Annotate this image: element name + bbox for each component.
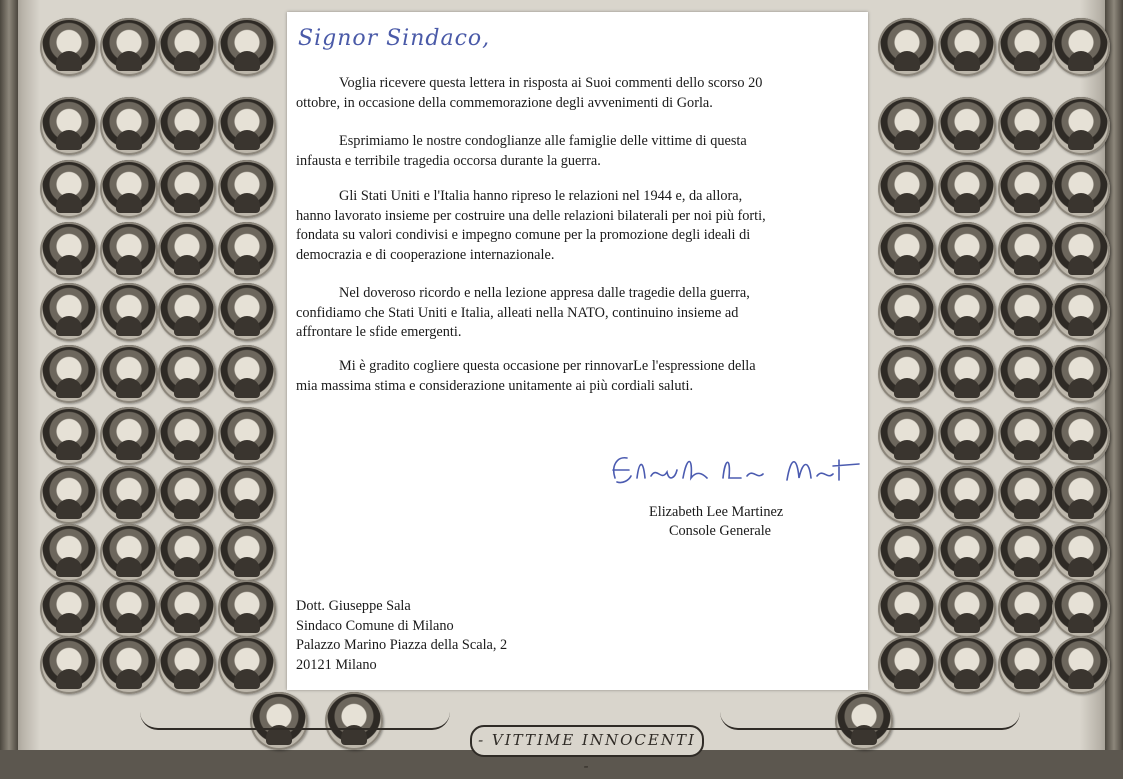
victim-portrait [218, 283, 276, 341]
victim-portrait [218, 466, 276, 524]
victim-portrait [158, 407, 216, 465]
letter-salutation: Signor Sindaco, [298, 26, 491, 51]
victim-portrait [158, 283, 216, 341]
paragraph-line: Voglia ricevere questa lettera in risposta ai Suoi commenti dello scorso 20 [339, 75, 763, 91]
victim-portrait [938, 97, 996, 155]
victim-portrait [40, 636, 98, 694]
victim-portrait [158, 524, 216, 582]
victim-portrait [998, 345, 1056, 403]
paragraph-line: Nel doveroso ricordo e nella lezione appresa dalle tragedie della guerra, [339, 285, 750, 301]
victim-portrait [998, 160, 1056, 218]
victim-portrait [100, 222, 158, 280]
victim-portrait [1052, 97, 1110, 155]
victim-portrait [998, 222, 1056, 280]
victim-portrait [158, 580, 216, 638]
victim-portrait [878, 18, 936, 76]
signer-name: Elizabeth Lee Martinez [649, 504, 784, 520]
victim-portrait [998, 580, 1056, 638]
victim-portrait [40, 222, 98, 280]
victim-portrait [938, 580, 996, 638]
victim-portrait [40, 580, 98, 638]
letter-paragraph [296, 187, 861, 265]
paragraph-line: Mi è gradito cogliere questa occasione per rinnovarLe l'espressione della [339, 358, 756, 374]
victim-portrait [158, 97, 216, 155]
victim-portrait [1052, 283, 1110, 341]
decorative-vine-right [720, 712, 1020, 730]
victim-portrait [40, 283, 98, 341]
paragraph-line: hanno lavorato insieme per costruire una delle relazioni bilaterali per noi più forti, [296, 207, 766, 224]
paragraph-line: democrazia e di cooperazione internazionale. [296, 246, 555, 263]
paragraph-line: infausta e terribile tragedia occorsa durante la guerra. [296, 152, 601, 169]
victim-portrait [158, 345, 216, 403]
victim-portrait [40, 160, 98, 218]
victim-portrait [158, 18, 216, 76]
victim-portrait [938, 466, 996, 524]
victim-portrait [878, 524, 936, 582]
paragraph-line: Esprimiamo le nostre condoglianze alle famiglie delle vittime di questa [339, 133, 747, 149]
addressee-line: Palazzo Marino Piazza della Scala, 2 [296, 637, 508, 653]
victim-portrait [938, 160, 996, 218]
victim-portrait [938, 283, 996, 341]
victim-portrait [998, 524, 1056, 582]
victim-portrait [878, 466, 936, 524]
victim-portrait [1052, 524, 1110, 582]
victim-portrait [1052, 18, 1110, 76]
victim-portrait [878, 580, 936, 638]
victim-portrait [878, 160, 936, 218]
victim-portrait [218, 345, 276, 403]
victim-portrait [938, 18, 996, 76]
paragraph-line: fondata su valori condivisi e impegno comune per la promozione degli ideali di [296, 227, 751, 243]
victim-portrait [938, 407, 996, 465]
paragraph-line: mia massima stima e considerazione unitamente ai più cordiali saluti. [296, 377, 694, 394]
victim-portrait [40, 18, 98, 76]
victim-portrait [878, 222, 936, 280]
victim-portrait [938, 222, 996, 280]
frame-left-edge [0, 0, 18, 750]
victim-portrait [218, 524, 276, 582]
victim-portrait [218, 407, 276, 465]
victim-portrait [40, 407, 98, 465]
paragraph-line: affrontare le sfide emergenti. [296, 324, 462, 340]
victim-portrait [100, 466, 158, 524]
victim-portrait [100, 18, 158, 76]
addressee-line: Sindaco Comune di Milano [296, 617, 454, 634]
victim-portrait [1052, 407, 1110, 465]
victim-portrait [100, 97, 158, 155]
victim-portrait [1052, 636, 1110, 694]
addressee-line: Dott. Giuseppe Sala [296, 598, 411, 614]
victim-portrait [218, 18, 276, 76]
letter-paragraph [296, 284, 861, 343]
addressee-block [296, 597, 507, 675]
victim-portrait [40, 466, 98, 524]
victim-portrait [158, 466, 216, 524]
victim-portrait [100, 524, 158, 582]
handwritten-signature [607, 448, 867, 490]
victim-portrait [998, 407, 1056, 465]
decorative-vine-left [140, 712, 450, 730]
victim-portrait [158, 636, 216, 694]
victim-portrait [938, 636, 996, 694]
victim-portrait [878, 636, 936, 694]
victim-portrait [878, 97, 936, 155]
victim-portrait [40, 345, 98, 403]
victim-portrait [100, 636, 158, 694]
victim-portrait [100, 160, 158, 218]
victim-portrait [218, 636, 276, 694]
victim-portrait [998, 636, 1056, 694]
victim-portrait [998, 97, 1056, 155]
victim-portrait [878, 283, 936, 341]
victim-portrait [100, 345, 158, 403]
victim-portrait [1052, 160, 1110, 218]
victim-portrait [218, 580, 276, 638]
victim-portrait [1052, 466, 1110, 524]
victim-portrait [1052, 580, 1110, 638]
paragraph-line: ottobre, in occasione della commemorazione degli avvenimenti di Gorla. [296, 94, 713, 111]
victim-portrait [878, 407, 936, 465]
letter-paragraph [296, 74, 861, 113]
poster-caption: - VITTIME INNOCENTI - [470, 725, 704, 757]
victim-portrait [938, 345, 996, 403]
letter-paragraph [296, 357, 861, 396]
victim-portrait [218, 222, 276, 280]
victim-portrait [938, 524, 996, 582]
paragraph-line: confidiamo che Stati Uniti e Italia, alleati nella NATO, continuino insieme ad [296, 304, 739, 321]
victim-portrait [1052, 345, 1110, 403]
victim-portrait [100, 580, 158, 638]
victim-portrait [878, 345, 936, 403]
signer-title: Console Generale [669, 523, 772, 539]
victim-portrait [998, 283, 1056, 341]
victim-portrait [218, 160, 276, 218]
victim-portrait [100, 283, 158, 341]
consulate-letter [287, 12, 868, 690]
victim-portrait [218, 97, 276, 155]
victim-portrait [158, 160, 216, 218]
letter-paragraph [296, 132, 861, 171]
paragraph-line: Gli Stati Uniti e l'Italia hanno ripreso le relazioni nel 1944 e, da allora, [339, 188, 743, 204]
addressee-line: 20121 Milano [296, 656, 377, 673]
victim-portrait [1052, 222, 1110, 280]
victim-portrait [998, 466, 1056, 524]
victim-portrait [40, 524, 98, 582]
victim-portrait [998, 18, 1056, 76]
victim-portrait [40, 97, 98, 155]
victim-portrait [158, 222, 216, 280]
victim-portrait [100, 407, 158, 465]
